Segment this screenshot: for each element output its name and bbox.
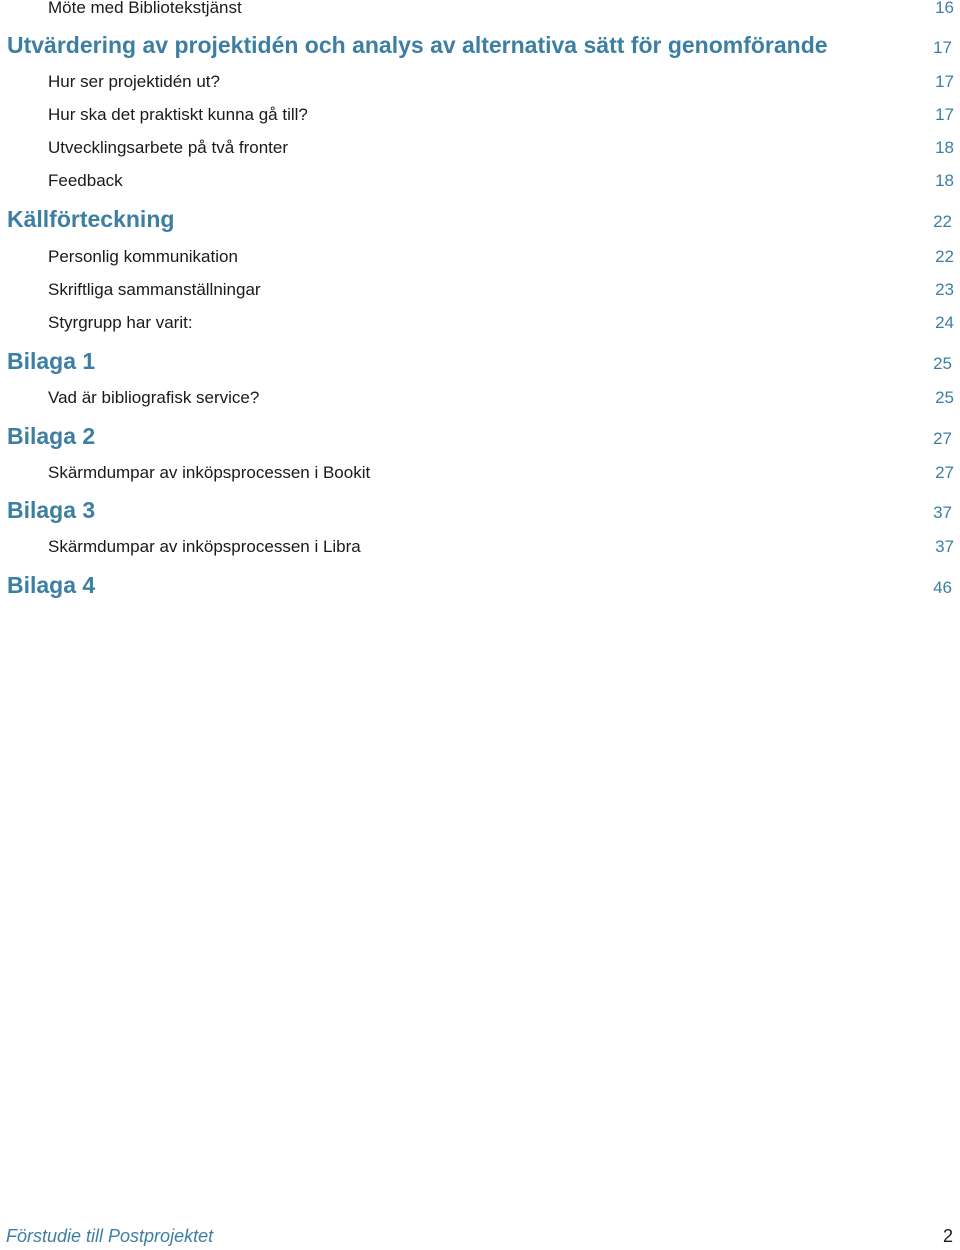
toc-heading-label: Bilaga 4 bbox=[7, 572, 96, 598]
toc-heading-label: Bilaga 2 bbox=[7, 423, 96, 449]
toc-entry-label: Personlig kommunikation bbox=[48, 247, 238, 266]
toc-entry-label: Hur ska det praktiskt kunna gå till? bbox=[48, 105, 308, 124]
toc-entry-label: Skärmdumpar av inköpsprocessen i Libra bbox=[48, 537, 361, 556]
toc-entry-label: Skärmdumpar av inköpsprocessen i Bookit bbox=[48, 463, 371, 482]
toc-entry-skriftliga-sammanstallningar[interactable] bbox=[0, 280, 960, 302]
toc-heading-page: 25 bbox=[933, 354, 952, 373]
toc-heading-bilaga-2[interactable] bbox=[0, 423, 960, 451]
toc-entry-skarmdumpar-libra[interactable] bbox=[0, 537, 960, 559]
document-title: Förstudie till Postprojektet bbox=[6, 1226, 214, 1246]
toc-entry-label: Vad är bibliografisk service? bbox=[48, 388, 260, 407]
toc-entry-personlig-kommunikation[interactable] bbox=[0, 247, 960, 269]
toc-entry-bibliografisk-service[interactable] bbox=[0, 388, 960, 410]
toc-entry-label: Möte med Bibliotekstjänst bbox=[48, 0, 242, 17]
toc-entry-label: Feedback bbox=[48, 171, 123, 190]
toc-heading-bilaga-1[interactable] bbox=[0, 348, 960, 376]
toc-entry-label: Hur ser projektidén ut? bbox=[48, 72, 220, 91]
toc-entry-page: 23 bbox=[935, 280, 954, 299]
toc-entry-page: 22 bbox=[935, 247, 954, 266]
toc-heading-label: Utvärdering av projektidén och analys av alternativa sätt för genomförande bbox=[7, 32, 828, 58]
toc-entry-skarmdumpar-bookit[interactable] bbox=[0, 463, 960, 485]
toc-heading-bilaga-4[interactable] bbox=[0, 572, 960, 600]
toc-entry-hur-ska-det-praktiskt[interactable] bbox=[0, 105, 960, 127]
toc-entry-page: 25 bbox=[935, 388, 954, 407]
toc-heading-label: Bilaga 3 bbox=[7, 497, 96, 523]
toc-entry-page: 16 bbox=[935, 0, 954, 17]
toc-entry-page: 17 bbox=[935, 105, 954, 124]
toc-heading-label: Bilaga 1 bbox=[7, 348, 96, 374]
page-number: 2 bbox=[942, 1226, 953, 1246]
toc-heading-label: Källförteckning bbox=[7, 206, 175, 232]
page-footer bbox=[0, 1226, 960, 1248]
toc-entry-page: 37 bbox=[935, 537, 954, 556]
toc-entry-feedback[interactable] bbox=[0, 171, 960, 193]
toc-heading-page: 46 bbox=[933, 578, 952, 597]
toc-entry-page: 18 bbox=[935, 138, 954, 157]
toc-heading-page: 37 bbox=[933, 503, 952, 522]
toc-entry-page: 17 bbox=[935, 72, 954, 91]
toc-heading-bilaga-3[interactable] bbox=[0, 497, 960, 525]
toc-entry-page: 24 bbox=[935, 313, 954, 332]
toc-heading-kallforteckning[interactable] bbox=[0, 206, 960, 234]
toc-entry-page: 27 bbox=[935, 463, 954, 482]
toc-heading-page: 22 bbox=[933, 212, 952, 231]
toc-entry-label: Styrgrupp har varit: bbox=[48, 313, 193, 332]
toc-entry-styrgrupp[interactable] bbox=[0, 313, 960, 335]
toc-heading-page: 17 bbox=[933, 38, 952, 57]
toc-entry-hur-ser-projektiden-ut[interactable] bbox=[0, 72, 960, 94]
toc-entry-label: Utvecklingsarbete på två fronter bbox=[48, 138, 289, 157]
toc-heading-utvardering[interactable] bbox=[0, 32, 960, 60]
toc-entry-label: Skriftliga sammanställningar bbox=[48, 280, 261, 299]
toc-heading-page: 27 bbox=[933, 429, 952, 448]
toc-entry-mote-med-bibliotekstjanst[interactable] bbox=[0, 0, 960, 20]
toc-entry-page: 18 bbox=[935, 171, 954, 190]
toc-entry-utvecklingsarbete[interactable] bbox=[0, 138, 960, 160]
